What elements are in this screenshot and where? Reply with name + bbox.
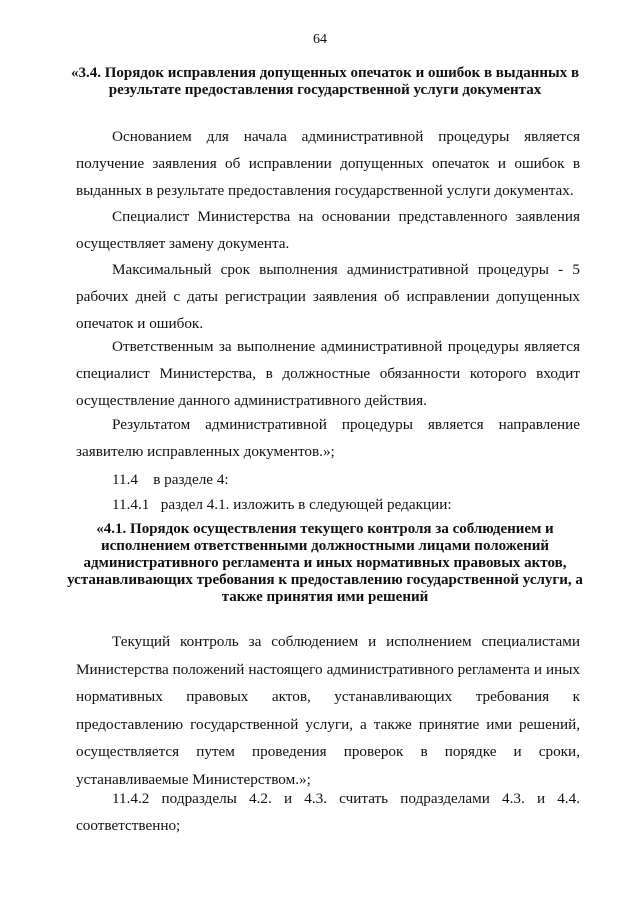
section-4-1-heading: «4.1. Порядок осуществления текущего контроля за соблюдением и исполнением ответственными должностными лицами положений административного регламента и иных нормативных правовых актов, устанавливающих требования к предоставлению государственной услуги, а также принятия ими решений bbox=[67, 521, 583, 605]
paragraph-max-term: Максимальный срок выполнения административной процедуры - 5 рабочих дней с даты регистрации заявления об исправлении допущенных опечаток и ошибок. bbox=[76, 261, 580, 332]
item-11-4-1: 11.4.1 раздел 4.1. изложить в следующей редакции: bbox=[112, 496, 452, 513]
page-number: 64 bbox=[313, 32, 327, 47]
section-3-4-heading: «3.4. Порядок исправления допущенных опечаток и ошибок в выданных в результате предоставления государственной услуги документах bbox=[70, 65, 580, 98]
paragraph-specialist: Специалист Министерства на основании представленного заявления осуществляет замену документа. bbox=[76, 208, 580, 252]
paragraph-basis: Основанием для начала административной процедуры является получение заявления об исправлении допущенных опечаток и ошибок в выданных в результате предоставления государственной услуги документах. bbox=[76, 128, 580, 199]
paragraph-current-control: Текущий контроль за соблюдением и исполнением специалистами Министерства положений настоящего административного регламента и иных нормативных правовых актов, устанавливающих требования к предоставлению государственной услуги, а также принятие ими решений, осуществляется путем проведения проверок в порядке и сроки, устанавливаемые Министерством.»; bbox=[76, 633, 580, 788]
item-11-4: 11.4 в разделе 4: bbox=[112, 471, 229, 488]
paragraph-responsible: Ответственным за выполнение административной процедуры является специалист Министерства, в должностные обязанности которого входит осуществление данного административного действия. bbox=[76, 338, 580, 409]
paragraph-result: Результатом административной процедуры является направление заявителю исправленных документов.»; bbox=[76, 416, 580, 460]
item-11-4-2: 11.4.2 подразделы 4.2. и 4.3. считать подразделами 4.3. и 4.4. соответственно; bbox=[76, 790, 580, 834]
